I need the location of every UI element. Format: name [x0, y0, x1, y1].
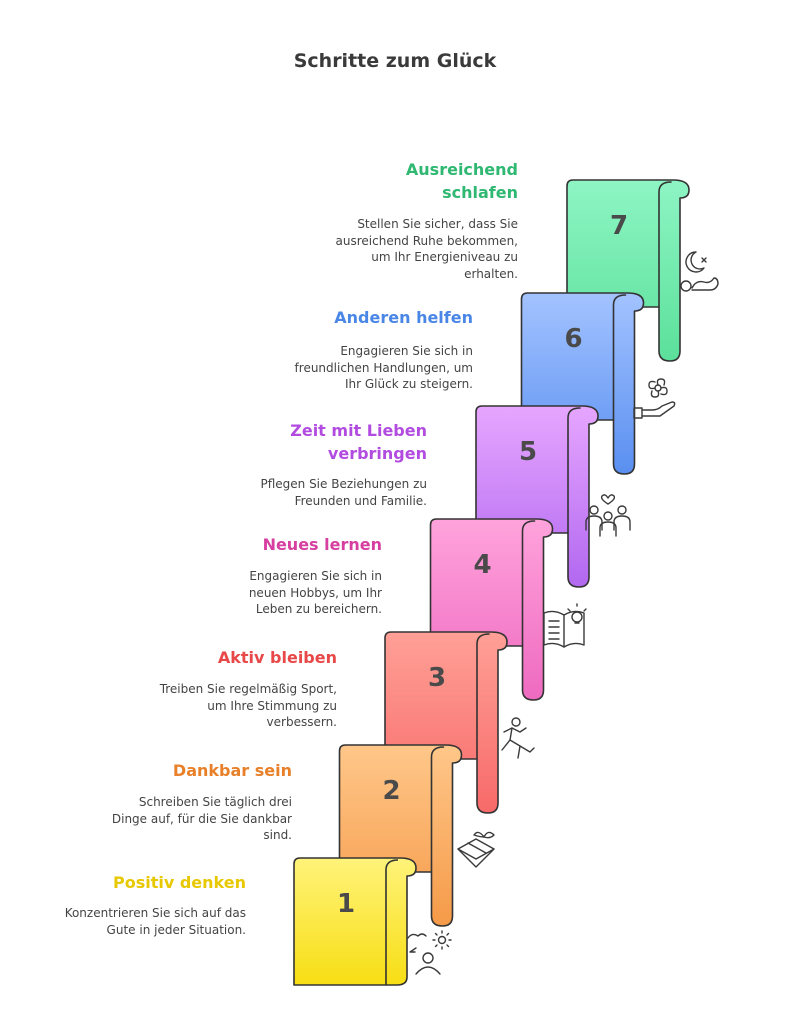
- step-4-title: Neues lernen: [262, 535, 382, 554]
- step-5-title: Zeit mit Lieben verbringen: [290, 421, 427, 463]
- step-6-number: 6: [564, 324, 583, 354]
- step-6-title: Anderen helfen: [334, 308, 473, 327]
- scroll-step-1: [294, 858, 416, 985]
- step-5-description: Pflegen Sie Beziehungen zu Freunden und Familie.: [260, 477, 427, 508]
- step-2-title: Dankbar sein: [172, 761, 292, 780]
- step-4-description: Engagieren Sie sich in neuen Hobbys, um Ihr Leben zu bereichern.: [248, 569, 382, 616]
- step-7-number: 7: [609, 211, 629, 241]
- step-1-number: 1: [336, 889, 356, 919]
- step-3-description: Treiben Sie regelmäßig Sport, um Ihre Stimmung zu verbessern.: [159, 682, 337, 729]
- step-3-number: 3: [427, 663, 447, 693]
- step-2-description: Schreiben Sie täglich drei Dinge auf, für die Sie dankbar sind.: [111, 795, 292, 842]
- step-3-title: Aktiv bleiben: [217, 648, 337, 667]
- step-6-description: Engagieren Sie sich in freundlichen Handlungen, um Ihr Glück zu steigern.: [294, 344, 473, 391]
- step-2-number: 2: [382, 776, 401, 806]
- diagram-title: Schritte zum Glück: [293, 50, 497, 72]
- step-5-number: 5: [518, 437, 538, 467]
- step-4-number: 4: [473, 550, 492, 580]
- step-1-description: Konzentrieren Sie sich auf das Gute in jeder Situation.: [64, 906, 246, 937]
- step-7-description: Stellen Sie sicher, dass Sie ausreichend Ruhe bekommen, um Ihr Energieniveau zu erhalten.: [335, 217, 518, 281]
- step-7-title: Ausreichend schlafen: [405, 160, 518, 202]
- step-1-title: Positiv denken: [112, 873, 246, 892]
